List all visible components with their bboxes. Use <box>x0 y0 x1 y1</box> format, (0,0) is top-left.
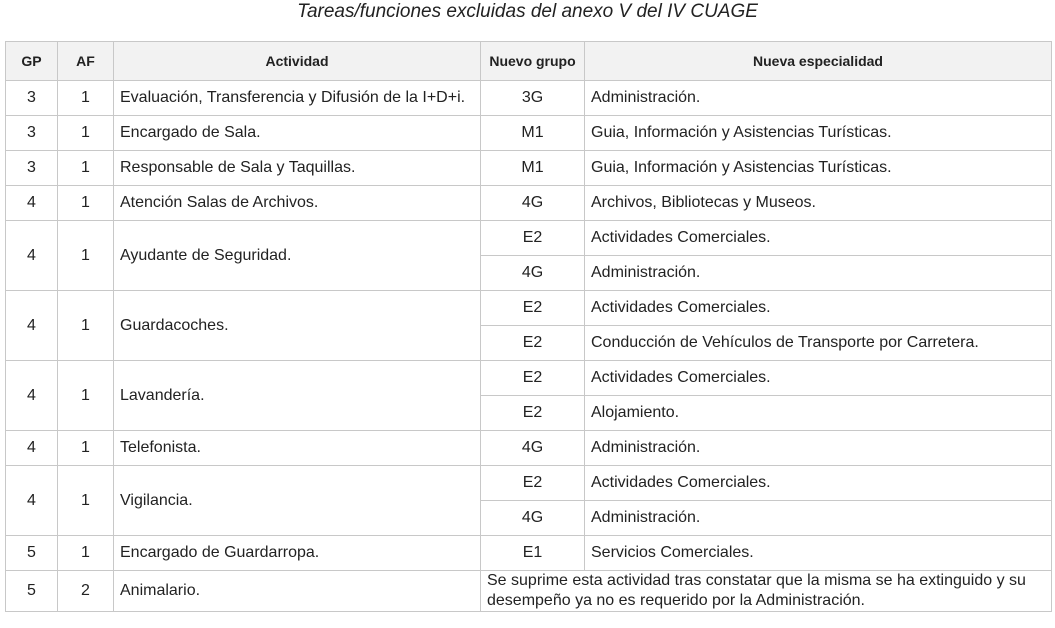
table-row <box>6 431 1052 466</box>
nueva-especialidad-cell: Administración. <box>585 256 1052 291</box>
actividad-cell: Animalario. <box>114 571 481 612</box>
nuevo-grupo-cell: M1 <box>481 151 585 186</box>
actividad-cell: Telefonista. <box>114 431 481 466</box>
table-row <box>6 116 1052 151</box>
table-row <box>6 361 1052 396</box>
nuevo-grupo-cell: E2 <box>481 221 585 256</box>
nueva-especialidad-cell: Alojamiento. <box>585 396 1052 431</box>
nueva-especialidad-cell: Actividades Comerciales. <box>585 466 1052 501</box>
nueva-especialidad-cell: Guia, Información y Asistencias Turísticas. <box>585 116 1052 151</box>
nueva-especialidad-cell: Administración. <box>585 431 1052 466</box>
actividad-cell: Atención Salas de Archivos. <box>114 186 481 221</box>
header-nueva-especialidad: Nueva especialidad <box>585 42 1052 81</box>
gp-cell: 4 <box>6 361 58 431</box>
gp-cell: 4 <box>6 291 58 361</box>
nuevo-grupo-cell: M1 <box>481 116 585 151</box>
table-row <box>6 81 1052 116</box>
nueva-especialidad-cell: Guia, Información y Asistencias Turísticas. <box>585 151 1052 186</box>
table-row <box>6 536 1052 571</box>
nueva-especialidad-cell: Actividades Comerciales. <box>585 361 1052 396</box>
table-caption: Tareas/funciones excluidas del anexo V del IV CUAGE <box>297 1 758 22</box>
actividad-cell: Evaluación, Transferencia y Difusión de la I+D+i. <box>114 81 481 116</box>
nuevo-grupo-cell: 4G <box>481 501 585 536</box>
af-cell: 1 <box>58 81 114 116</box>
nuevo-grupo-cell: E1 <box>481 536 585 571</box>
table-row <box>6 221 1052 256</box>
gp-cell: 5 <box>6 571 58 612</box>
af-cell: 1 <box>58 466 114 536</box>
table-row <box>6 151 1052 186</box>
nueva-especialidad-cell: Servicios Comerciales. <box>585 536 1052 571</box>
nueva-especialidad-cell: Conducción de Vehículos de Transporte por Carretera. <box>585 326 1052 361</box>
nueva-especialidad-cell: Administración. <box>585 81 1052 116</box>
nueva-especialidad-cell: Actividades Comerciales. <box>585 221 1052 256</box>
gp-cell: 4 <box>6 466 58 536</box>
af-cell: 1 <box>58 536 114 571</box>
nuevo-grupo-cell: E2 <box>481 291 585 326</box>
af-cell: 1 <box>58 221 114 291</box>
nueva-especialidad-cell: Administración. <box>585 501 1052 536</box>
table-body <box>6 81 1052 612</box>
nuevo-grupo-cell: E2 <box>481 361 585 396</box>
nueva-especialidad-cell: Actividades Comerciales. <box>585 291 1052 326</box>
gp-cell: 4 <box>6 431 58 466</box>
table-row <box>6 186 1052 221</box>
actividad-cell: Vigilancia. <box>114 466 481 536</box>
nuevo-grupo-cell: 3G <box>481 81 585 116</box>
af-cell: 1 <box>58 186 114 221</box>
af-cell: 2 <box>58 571 114 612</box>
actividad-cell: Responsable de Sala y Taquillas. <box>114 151 481 186</box>
nuevo-grupo-cell: E2 <box>481 326 585 361</box>
actividad-cell: Guardacoches. <box>114 291 481 361</box>
actividad-cell: Encargado de Guardarropa. <box>114 536 481 571</box>
table-row <box>6 466 1052 501</box>
gp-cell: 4 <box>6 221 58 291</box>
table-row <box>6 571 1052 612</box>
af-cell: 1 <box>58 291 114 361</box>
nuevo-grupo-cell: 4G <box>481 186 585 221</box>
af-cell: 1 <box>58 116 114 151</box>
header-actividad: Actividad <box>114 42 481 81</box>
af-cell: 1 <box>58 431 114 466</box>
actividad-cell: Lavandería. <box>114 361 481 431</box>
header-gp: GP <box>6 42 58 81</box>
actividad-cell: Ayudante de Seguridad. <box>114 221 481 291</box>
nuevo-grupo-cell: E2 <box>481 396 585 431</box>
gp-cell: 3 <box>6 151 58 186</box>
table-header-row <box>6 42 1052 81</box>
gp-cell: 3 <box>6 116 58 151</box>
nueva-especialidad-cell: Archivos, Bibliotecas y Museos. <box>585 186 1052 221</box>
excluded-tasks-table <box>5 41 1052 612</box>
suppression-note-cell: Se suprime esta actividad tras constatar que la misma se ha extinguido y su desempeño ya no es requerido por la Administración. <box>481 571 1052 612</box>
header-af: AF <box>58 42 114 81</box>
af-cell: 1 <box>58 361 114 431</box>
table-row <box>6 291 1052 326</box>
actividad-cell: Encargado de Sala. <box>114 116 481 151</box>
gp-cell: 4 <box>6 186 58 221</box>
nuevo-grupo-cell: E2 <box>481 466 585 501</box>
nuevo-grupo-cell: 4G <box>481 256 585 291</box>
header-nuevo-grupo: Nuevo grupo <box>481 42 585 81</box>
gp-cell: 3 <box>6 81 58 116</box>
nuevo-grupo-cell: 4G <box>481 431 585 466</box>
gp-cell: 5 <box>6 536 58 571</box>
af-cell: 1 <box>58 151 114 186</box>
